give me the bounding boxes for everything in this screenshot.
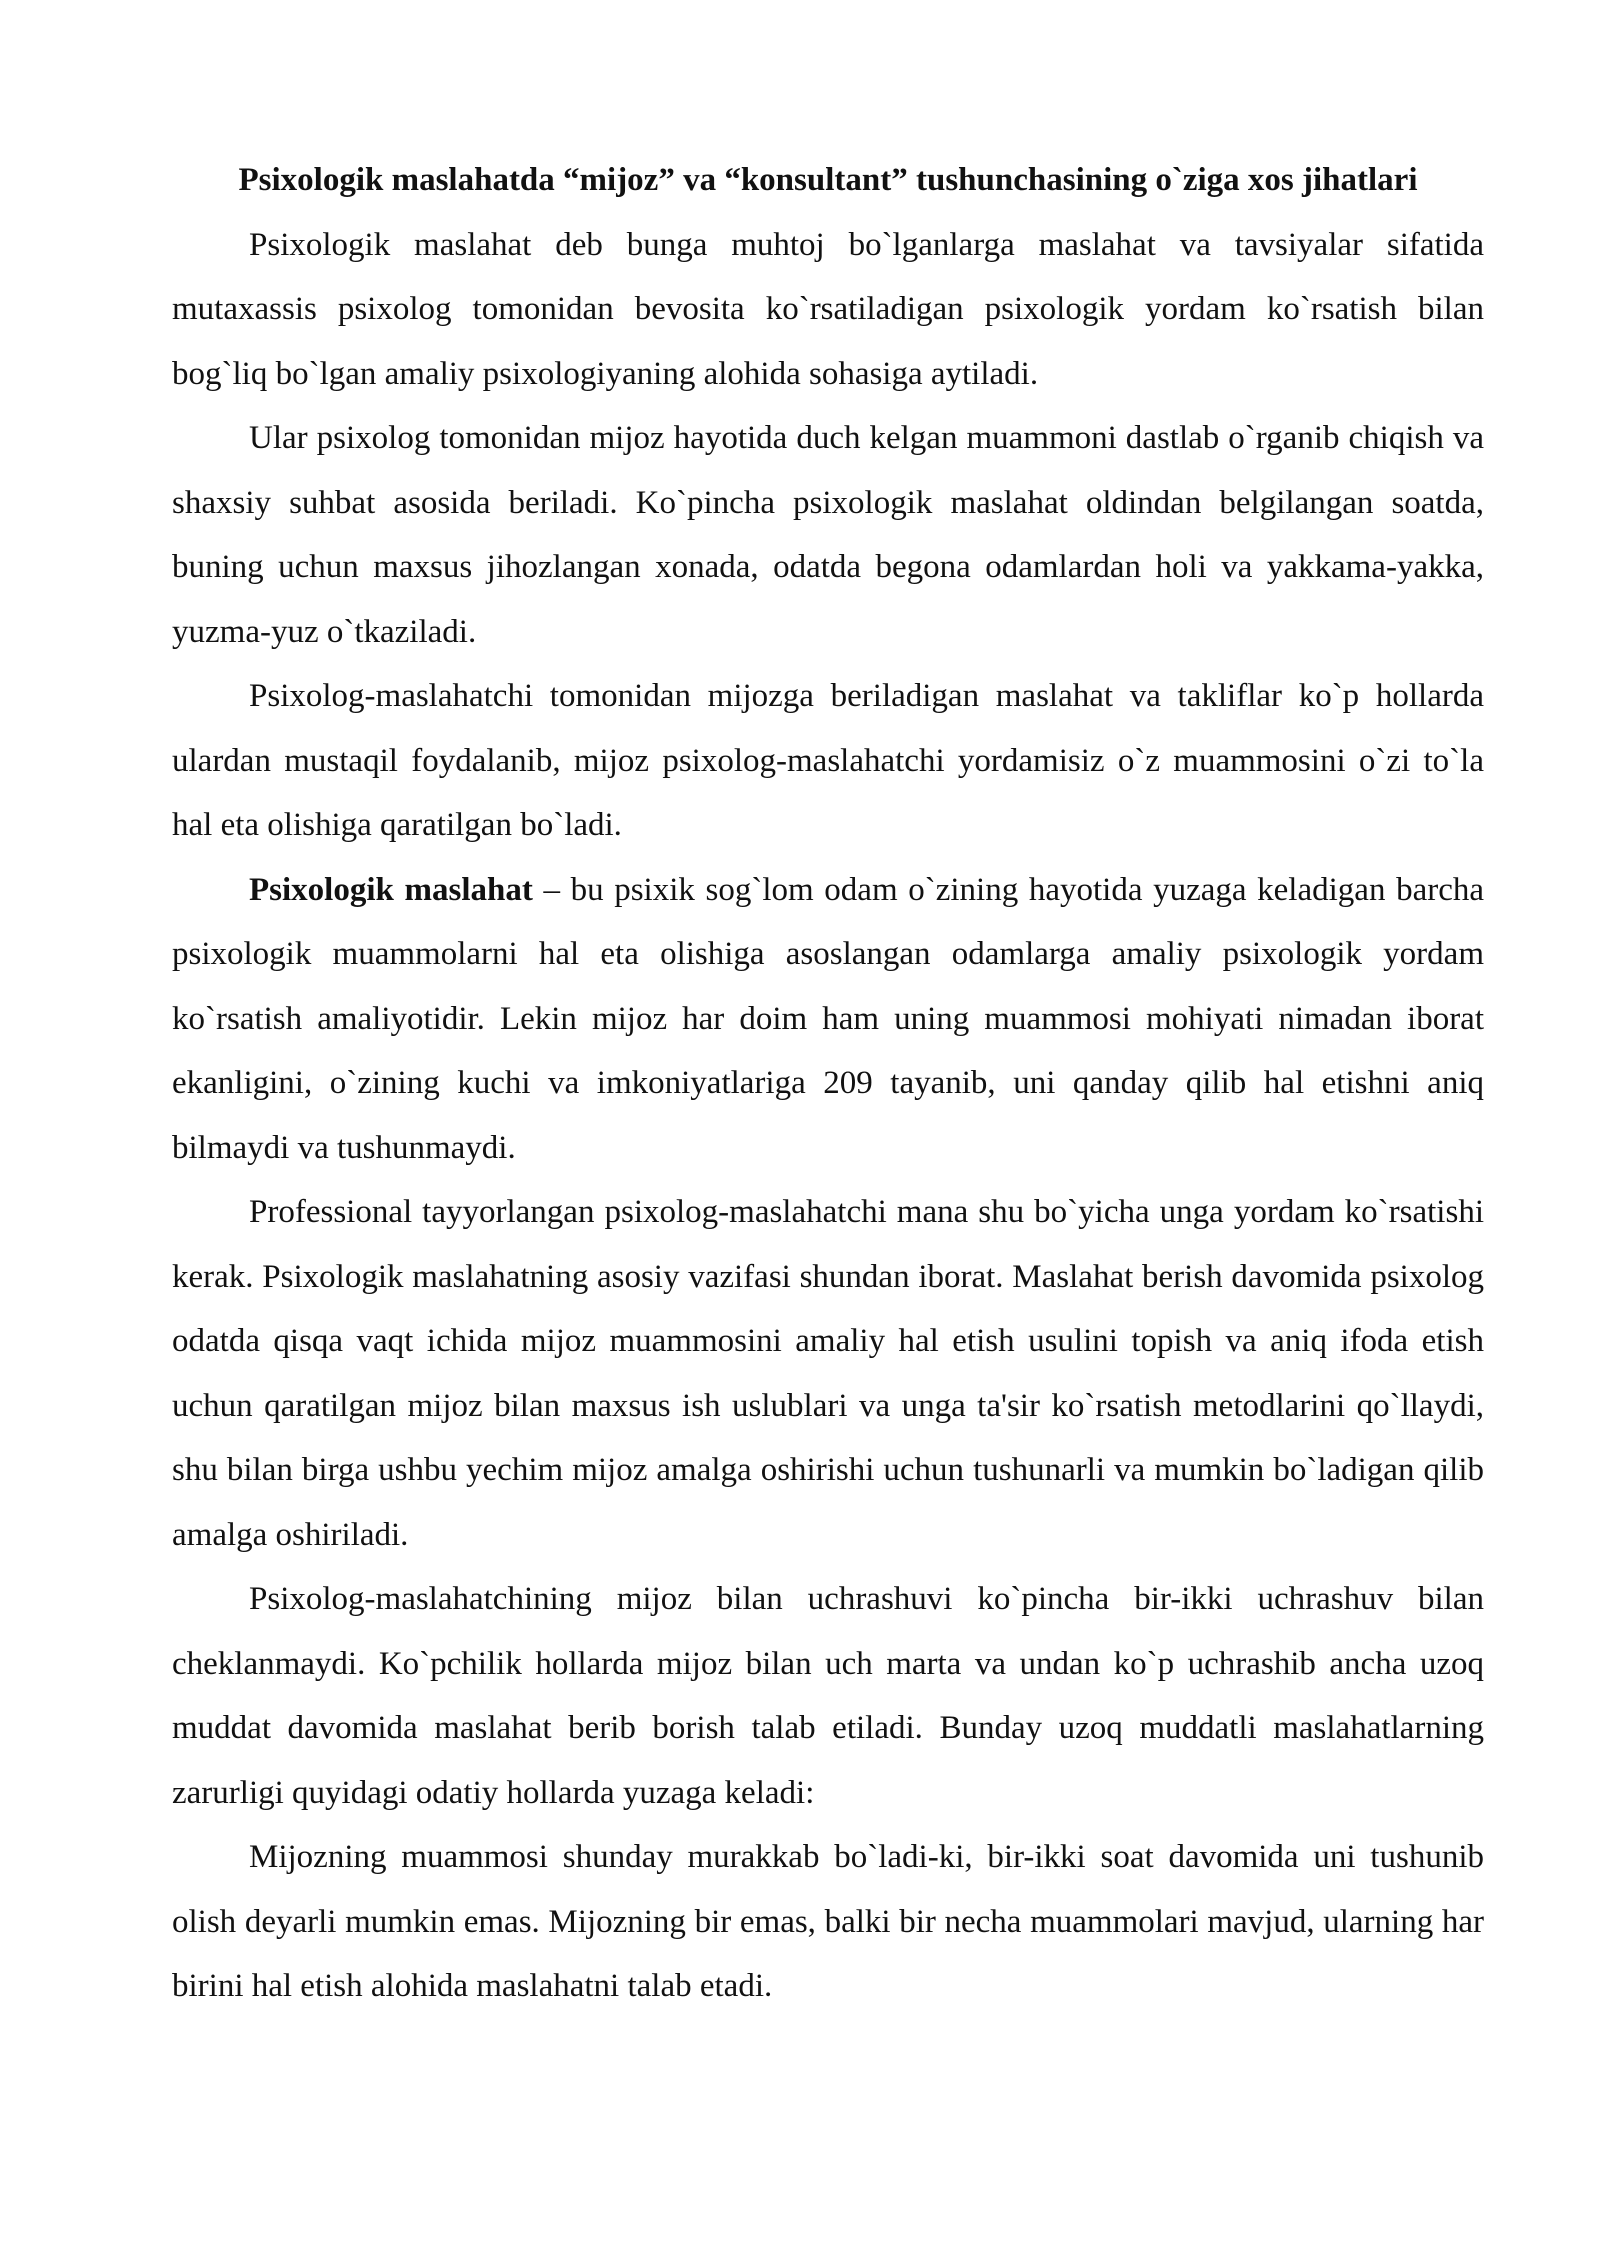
paragraph-4: [172, 858, 1484, 1181]
paragraph-5: Professional tayyorlangan psixolog-maslahatchi mana shu bo`yicha unga yordam ko`rsatishi kerak. Psixologik maslahatning asosiy vazifasi shundan iborat. Maslahat berish davomida psixolog odatda qisqa vaqt ichida mijoz muammosini amaliy hal etish usulini topish va aniq ifoda etish uchun qaratilgan mijoz bilan maxsus ish uslublari va unga ta'sir ko`rsatish metodlarini qo`llaydi, shu bilan birga ushbu yechim mijoz amalga oshirishi uchun tushunarli va mumkin bo`ladigan qilib amalga oshiriladi.: [172, 1194, 1484, 1553]
paragraph-6: Psixolog-maslahatchining mijoz bilan uchrashuvi ko`pincha bir-ikki uchrashuv bilan cheklanmaydi. Ko`pchilik hollarda mijoz bilan uch marta va undan ko`p uchrashib ancha uzoq muddat davomida maslahat berib borish talab etiladi. Bunday uzoq muddatli maslahatlarning zarurligi quyidagi odatiy hollarda yuzaga keladi:: [172, 1581, 1484, 1811]
paragraph-1: Psixologik maslahat deb bunga muhtoj bo`lganlarga maslahat va tavsiyalar sifatida mutaxassis psixolog tomonidan bevosita ko`rsatiladigan psixologik yordam ko`rsatish bilan bog`liq bo`lgan amaliy psixologiyaning alohida sohasiga aytiladi.: [172, 226, 1484, 392]
document-title: Psixologik maslahatda “mijoz” va “konsultant” tushunchasining o`ziga xos jihatlari: [238, 162, 1418, 198]
term-psixologik-maslahat: Psixologik maslahat: [249, 871, 533, 908]
paragraph-2: Ular psixolog tomonidan mijoz hayotida duch kelgan muammoni dastlab o`rganib chiqish va shaxsiy suhbat asosida beriladi. Ko`pincha psixologik maslahat oldindan belgilangan soatda, buning uchun maxsus jihozlangan xonada, odatda begona odamlardan holi va yakkama-yakka, yuzma-yuz o`tkaziladi.: [172, 420, 1484, 650]
document-page: [172, 148, 1484, 2019]
paragraph-3: Psixolog-maslahatchi tomonidan mijozga beriladigan maslahat va takliflar ko`p hollarda ulardan mustaqil foydalanib, mijoz psixolog-maslahatchi yordamisiz o`z muammosini o`zi to`la hal eta olishiga qaratilgan bo`ladi.: [172, 678, 1484, 843]
paragraph-7: Mijozning muammosi shunday murakkab bo`ladi-ki, bir-ikki soat davomida uni tushunib olish deyarli mumkin emas. Mijozning bir emas, balki bir necha muammolari mavjud, ularning har birini hal etish alohida maslahatni talab etadi.: [172, 1839, 1484, 2004]
paragraph-4-text: – bu psixik sog`lom odam o`zining hayotida yuzaga keladigan barcha psixologik muammolarni hal eta olishiga asoslangan odamlarga amaliy psixologik yordam ko`rsatish amaliyotidir. Lekin mijoz har doim ham uning muammosi mohiyati nimadan iborat ekanligini, o`zining kuchi va imkoniyatlariga 209 tayanib, uni qanday qilib hal etishni aniq bilmaydi va tushunmaydi.: [172, 871, 1484, 1166]
